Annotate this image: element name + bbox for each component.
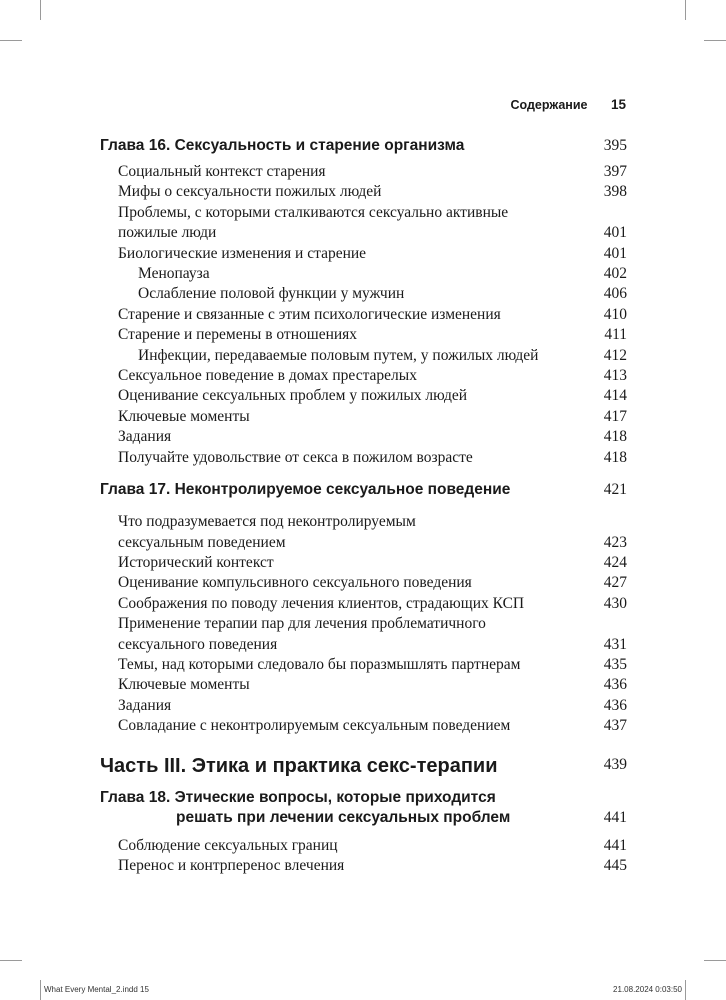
toc-part-3[interactable] (100, 753, 627, 778)
toc-entry[interactable]: Ключевые моменты 436 (118, 676, 627, 694)
toc-entry[interactable]: Темы, над которыми следовало бы поразмышлять партнерам 435 (118, 655, 627, 673)
running-head-title: Содержание (510, 98, 588, 112)
toc-entry[interactable]: Соображения по поводу лечения клиентов, страдающих КСП 430 (118, 594, 627, 612)
toc-entry[interactable]: Перенос и контрперенос влечения 445 (118, 856, 627, 874)
toc-subentry[interactable]: Ослабление половой функции у мужчин 406 (138, 285, 627, 303)
toc-entry[interactable]: Проблемы, с которыми сталкиваются сексуально активные (118, 203, 509, 221)
crop-mark (685, 980, 686, 1000)
page-ref: 421 (603, 481, 627, 499)
chapter-title-line-1: Глава 18. Этические вопросы, которые приходится (100, 788, 496, 806)
toc-entry[interactable]: Задания 436 (118, 696, 627, 714)
toc-entry[interactable]: сексуального поведения 431 (118, 635, 627, 653)
table-of-contents (100, 136, 627, 876)
toc-entry[interactable]: Что подразумевается под неконтролируемым (118, 513, 416, 531)
toc-entry[interactable]: Исторический контекст 424 (118, 553, 627, 571)
part-title: Часть III. Этика и практика секс-терапии (100, 754, 498, 777)
toc-entry[interactable]: Старение и связанные с этим психологические изменения 410 (118, 305, 627, 323)
toc-chapter-18[interactable] (100, 788, 627, 828)
toc-subentry[interactable]: Менопауза 402 (138, 265, 627, 283)
toc-entry[interactable]: пожилые люди 401 (118, 224, 627, 242)
crop-mark (40, 980, 41, 1000)
toc-entry[interactable]: Получайте удовольствие от секса в пожилом возрасте 418 (118, 448, 627, 466)
crop-mark (704, 40, 726, 41)
chapter-title (100, 788, 587, 828)
crop-mark (685, 0, 686, 20)
toc-entry[interactable]: Оценивание компульсивного сексуального поведения 427 (118, 574, 627, 592)
toc-subentry[interactable]: Инфекции, передаваемые половым путем, у пожилых людей 412 (138, 346, 627, 364)
toc-entry[interactable]: Социальный контекст старения 397 (118, 163, 627, 180)
toc-chapter-17[interactable] (100, 480, 627, 500)
toc-entry[interactable]: Ключевые моменты 417 (118, 407, 627, 425)
toc-entry[interactable]: Задания 418 (118, 428, 627, 446)
toc-entry[interactable]: Оценивание сексуальных проблем у пожилых людей 414 (118, 387, 627, 405)
crop-mark (40, 0, 41, 20)
chapter-title-line-2: решать при лечении сексуальных проблем (176, 808, 511, 826)
running-head (510, 97, 626, 112)
footer-file: What Every Mental_2.indd 15 (44, 985, 149, 994)
toc-entry[interactable]: Совладание с неконтролируемым сексуальным поведением 437 (118, 717, 627, 735)
crop-mark (0, 960, 22, 961)
toc-entry[interactable]: Старение и перемены в отношениях 411 (118, 326, 627, 344)
toc-entry[interactable]: Биологические изменения и старение 401 (118, 244, 627, 262)
toc-entry[interactable]: Применение терапии пар для лечения проблематичного (118, 615, 486, 633)
chapter-title: Глава 17. Неконтролируемое сексуальное поведение (100, 481, 511, 499)
footer-timestamp: 21.08.2024 0:03:50 (613, 985, 682, 994)
toc-entry[interactable]: сексуальным поведением 423 (118, 533, 627, 551)
toc-entry[interactable]: Сексуальное поведение в домах престарелых 413 (118, 367, 627, 385)
toc-entry[interactable]: Соблюдение сексуальных границ 441 (118, 836, 627, 854)
crop-mark (0, 40, 22, 41)
toc-entry[interactable]: Мифы о сексуальности пожилых людей 398 (118, 183, 627, 201)
chapter-title: Глава 16. Сексуальность и старение организма (100, 137, 465, 154)
page-number: 15 (610, 97, 626, 112)
toc-chapter-16[interactable] (100, 136, 627, 156)
page-ref: 395 (603, 137, 627, 154)
page-ref: 439 (603, 755, 627, 773)
crop-mark (704, 960, 726, 961)
page-ref: 441 (603, 808, 627, 826)
